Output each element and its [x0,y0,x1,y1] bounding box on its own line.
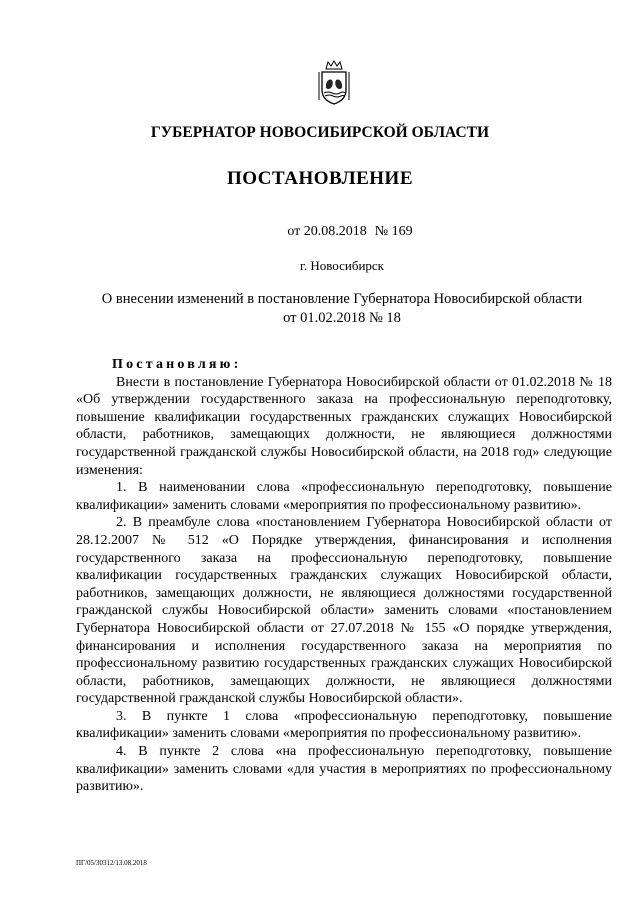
authority-title: ГУБЕРНАТОР НОВОСИБИРСКОЙ ОБЛАСТИ [150,124,490,141]
coat-of-arms-icon [316,60,352,106]
document-footer-code: ПГ/05/30312/13.08.2018 [76,859,147,867]
document-number: № 169 [374,224,413,239]
intro-paragraph: Внести в постановление Губернатора Новосибирской области от 01.02.2018 № 18 «Об утверждении государственного заказа на профессиональную переподготовку, повышение квалификации государственных гражданских служащих Новосибирской области, работников, замещающих должности, не являющиеся должностями государственной гражданской службы Новосибирской области, на 2018 год» следующие изменения: [76,374,612,478]
item-paragraph-2: 2. В преамбуле слова «постановлением Губернатора Новосибирской области от 28.12.2007 № 512 «О Порядке утверждения, финансирования и исполнения государственного заказа на профессиональную переподготовку, повышение квалификации государственных гражданских служащих Новосибирской области, работников, замещающих должности, не являющиеся должностями государственной гражданской службы Новосибирской области» заменить словами «постановлением Губернатора Новосибирской области от 27.07.2018 № 155 «О порядке утверждения, финансирования и исполнения государственного заказа на мероприятия по профессиональному развитию государственных гражданских служащих Новосибирской области, работников, замещающих должности, не являющиеся должностями государственной гражданской службы Новосибирской области». [76,515,612,707]
document-date: от 20.08.2018 [287,224,367,239]
document-type-title: ПОСТАНОВЛЕНИЕ [226,168,414,189]
item-paragraph-1: 1. В наименовании слова «профессиональную переподготовку, повышение квалификации» заменить словами «мероприятия по профессиональному развитию». [76,480,612,513]
document-city: г. Новосибирск [299,258,384,273]
document-body [76,356,612,796]
document-date-number [30,224,640,240]
document-subject [22,290,640,328]
subject-line-1: О внесении изменений в постановление Губернатора Новосибирской области [101,291,583,307]
item-paragraph-4: 4. В пункте 2 слова «на профессиональную переподготовку, повышение квалификации» заменить словами «для участия в мероприятиях по профессиональному развитию». [76,744,612,795]
subject-line-2: от 01.02.2018 № 18 [283,310,401,326]
resolve-word: Постановляю: [112,357,242,372]
item-paragraph-3: 3. В пункте 1 слова «профессиональную переподготовку, повышение квалификации» заменить словами «мероприятия по профессиональному развитию». [76,708,612,742]
